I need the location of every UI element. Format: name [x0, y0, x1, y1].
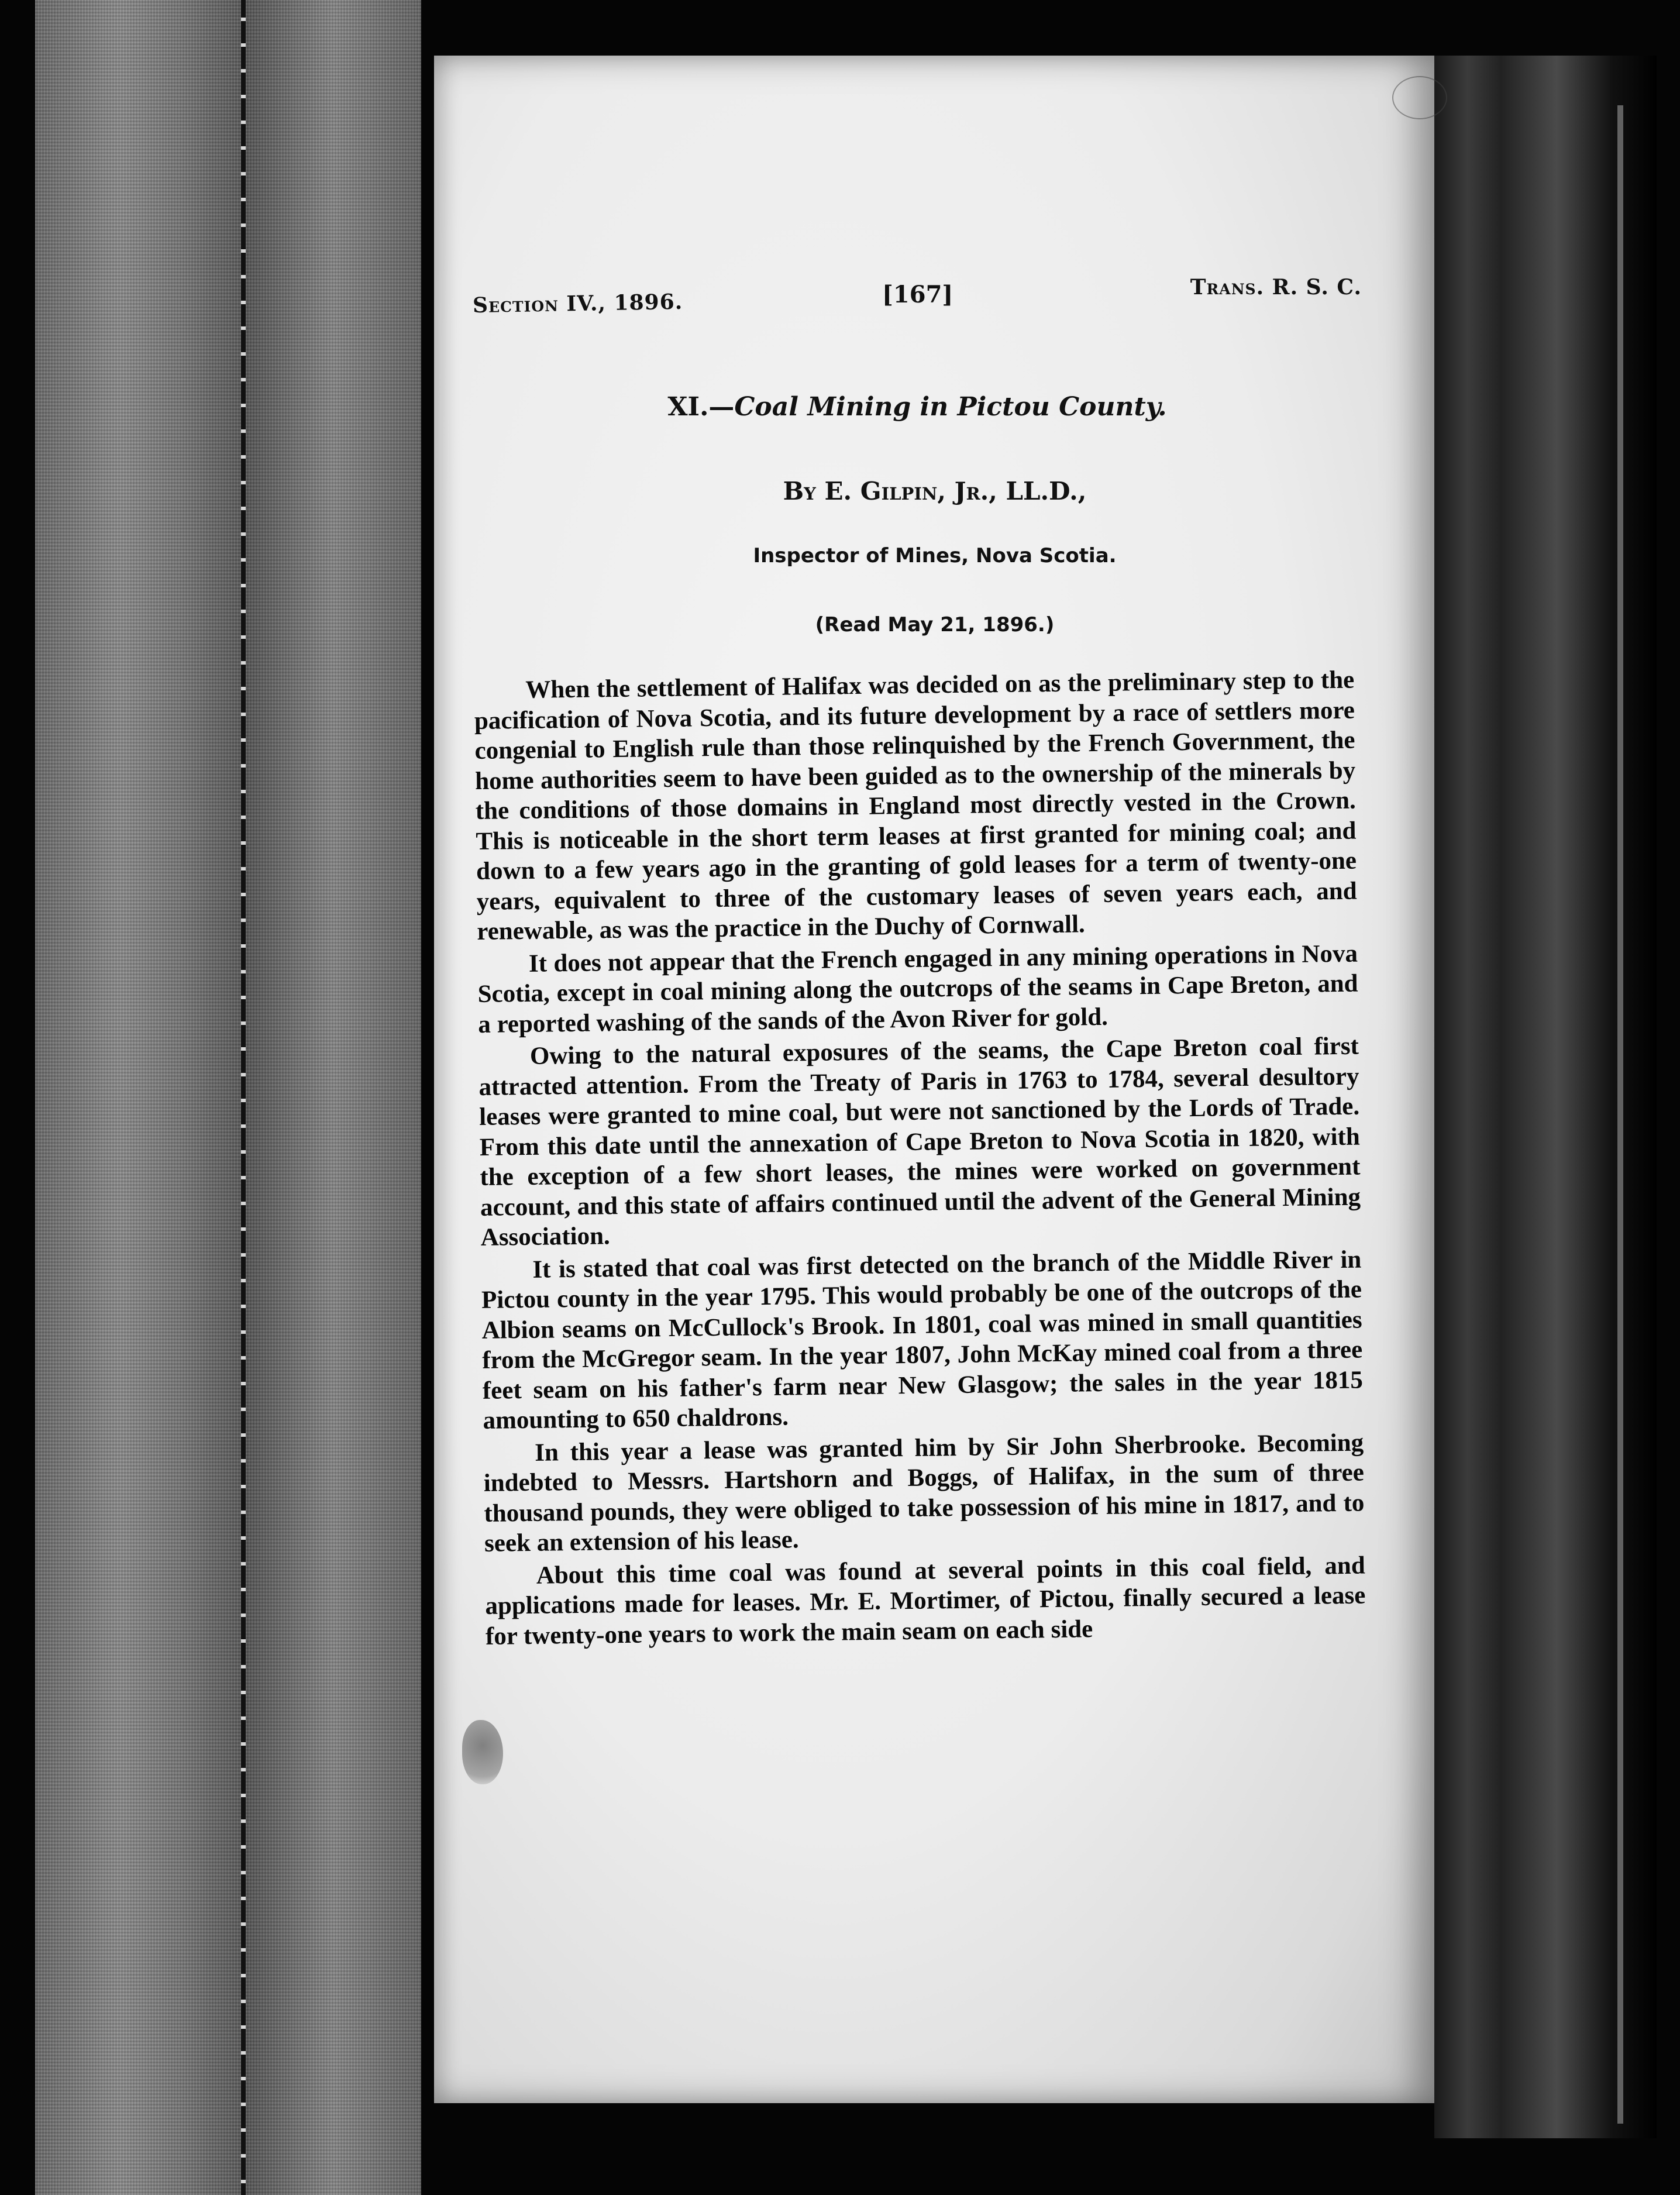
page-stain: [1392, 76, 1447, 119]
paragraph: When the settlement of Halifax was decided on as the preliminary step to the pacification of Nova Scotia, and its future development by a race of settlers more congenial to English rule than those relinquished by the French Government, the home authorities seem to have been guided as to the ownership of the minerals by the conditions of those domains in England most directly vested in the Crown. This is noticeable in the short term leases at first granted for mining coal; and down to a few years ago in the granting of gold leases for a term of twenty-one years, equivalent to three of the customary leases of seven years each, and renewable, as was the practice in the Duchy of Cornwall.: [474, 666, 1357, 945]
paragraph: It does not appear that the French engaged in any mining operations in Nova Scotia, except in coal mining along the outcrops of the seams in Cape Breton, and a reported washing of the sands of the Avon River for gold.: [477, 940, 1358, 1038]
author-affiliation: Inspector of Mines, Nova Scotia.: [753, 544, 1117, 567]
section-label: Section IV., 1896.: [472, 289, 683, 318]
article-number: XI.—: [667, 392, 735, 422]
article-body: [474, 665, 1366, 1654]
paragraph: In this year a lease was granted him by Sir John Sherbrooke. Becoming indebted to Messrs. Hartshorn and Boggs, of Halifax, in the sum of three thousand pounds, they were obliged to take possession of his mine in 1817, and to seek an extension of his lease.: [483, 1429, 1365, 1557]
read-date: (Read May 21, 1896.): [815, 613, 1055, 637]
author-byline: By E. Gilpin, Jr., LL.D.,: [783, 477, 1087, 505]
paragraph: About this time coal was found at several points in this coal field, and applications made for leases. Mr. E. Mortimer, of Pictou, finally secured a lease for twenty-one years to work the main seam on each side: [485, 1551, 1366, 1650]
book-binding-spine: [246, 0, 421, 2195]
book-binding-cloth: [35, 0, 246, 2195]
running-head: [472, 275, 1362, 318]
page-edge-line: [1617, 105, 1623, 2124]
paragraph: It is stated that coal was first detected on the branch of the Middle River in Pictou county in the year 1795. This would probably be one of the outcrops of the Albion seams on McCullock's Brook. In 1801, coal was mined in small quantities from the McGregor seam. In the year 1807, John McKay mined coal from a three feet seam on his father's farm near New Glasgow; the sales in the year 1815 amounting to 650 chaldrons.: [481, 1246, 1364, 1434]
article-title: [473, 392, 1362, 422]
ink-blot: [462, 1720, 503, 1784]
paragraph: Owing to the natural exposures of the seams, the Cape Breton coal first attracted attention. From the Treaty of Paris in 1763 to 1784, several desultory leases were granted to mine coal, but were not sanctioned by the Lords of Trade. From this date until the annexation of Cape Breton to Nova Scotia in 1820, with the exception of a few short leases, the mines were worked on government account, and this state of affairs continued until the advent of the General Mining Association.: [478, 1032, 1361, 1251]
journal-label: Trans. R. S. C.: [1190, 275, 1362, 300]
article-title-text: Coal Mining in Pictou County.: [734, 392, 1167, 422]
page-edge-shadow: [1434, 56, 1657, 2138]
page-number: [167]: [882, 281, 953, 308]
